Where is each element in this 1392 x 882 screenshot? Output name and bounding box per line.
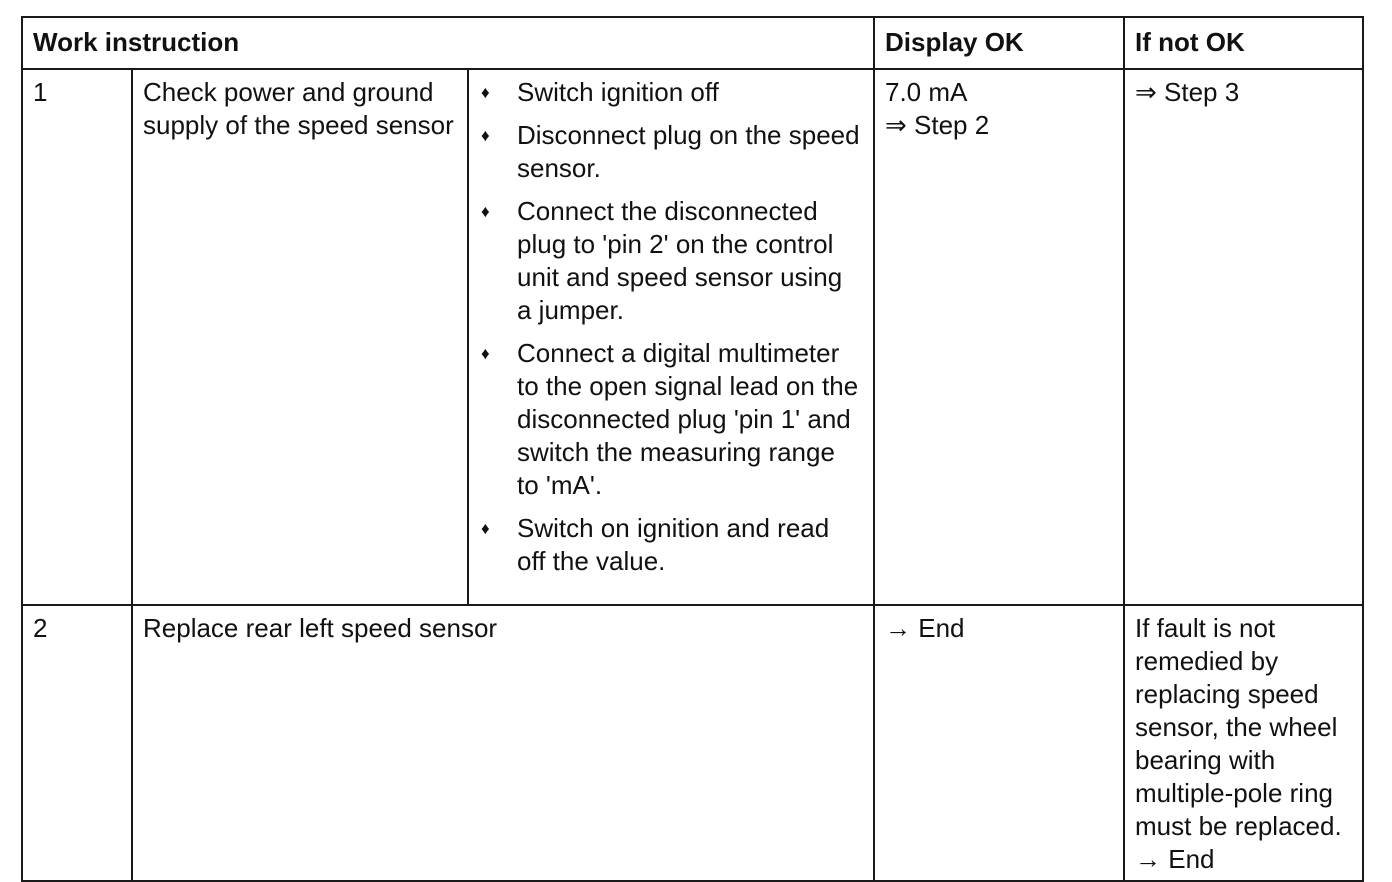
- list-item: [479, 337, 863, 502]
- task-description: Check power and ground supply of the speed sensor: [132, 69, 468, 605]
- instruction-text: Connect a digital multimeter to the open signal lead on the disconnected plug 'pin 1' and switch the measuring range to 'mA'.: [517, 338, 859, 500]
- step-number: 1: [22, 69, 132, 605]
- instruction-cell: [468, 69, 874, 605]
- diamond-bullet-icon: ♦: [481, 519, 490, 538]
- header-if-not-ok: If not OK: [1124, 17, 1363, 69]
- display-ok-value: 7.0 mA: [885, 77, 968, 107]
- instruction-text: Switch on ignition and read off the value.: [517, 513, 830, 576]
- step-number: 2: [22, 605, 132, 881]
- list-item: [479, 512, 863, 578]
- header-work-instruction: Work instruction: [22, 17, 874, 69]
- instruction-text: Switch ignition off: [517, 77, 719, 107]
- if-not-ok-cell: [1124, 605, 1363, 881]
- diamond-bullet-icon: ♦: [481, 202, 490, 221]
- work-instruction-table: [21, 16, 1364, 882]
- display-ok-cell: [874, 69, 1124, 605]
- if-not-ok-next-step: → End: [1135, 844, 1215, 874]
- table-row: [22, 69, 1363, 605]
- diamond-bullet-icon: ♦: [481, 83, 490, 102]
- list-item: [479, 119, 863, 185]
- instruction-text: Connect the disconnected plug to 'pin 2' on the control unit and speed sensor using a jumper.: [517, 196, 843, 325]
- diamond-bullet-icon: ♦: [481, 344, 490, 363]
- instruction-list: [479, 76, 863, 578]
- list-item: [479, 195, 863, 327]
- table-header-row: [22, 17, 1363, 69]
- diamond-bullet-icon: ♦: [481, 126, 490, 145]
- task-description: Replace rear left speed sensor: [132, 605, 874, 881]
- if-not-ok-text: If fault is not remedied by replacing speed sensor, the wheel bearing with multiple-pole ring must be replaced.: [1135, 613, 1342, 841]
- instruction-text: Disconnect plug on the speed sensor.: [517, 120, 860, 183]
- list-item: [479, 76, 863, 109]
- table-row: [22, 605, 1363, 881]
- display-ok-cell: → End: [874, 605, 1124, 881]
- if-not-ok-cell: ⇒ Step 3: [1124, 69, 1363, 605]
- header-display-ok: Display OK: [874, 17, 1124, 69]
- display-ok-next-step: ⇒ Step 2: [885, 110, 990, 140]
